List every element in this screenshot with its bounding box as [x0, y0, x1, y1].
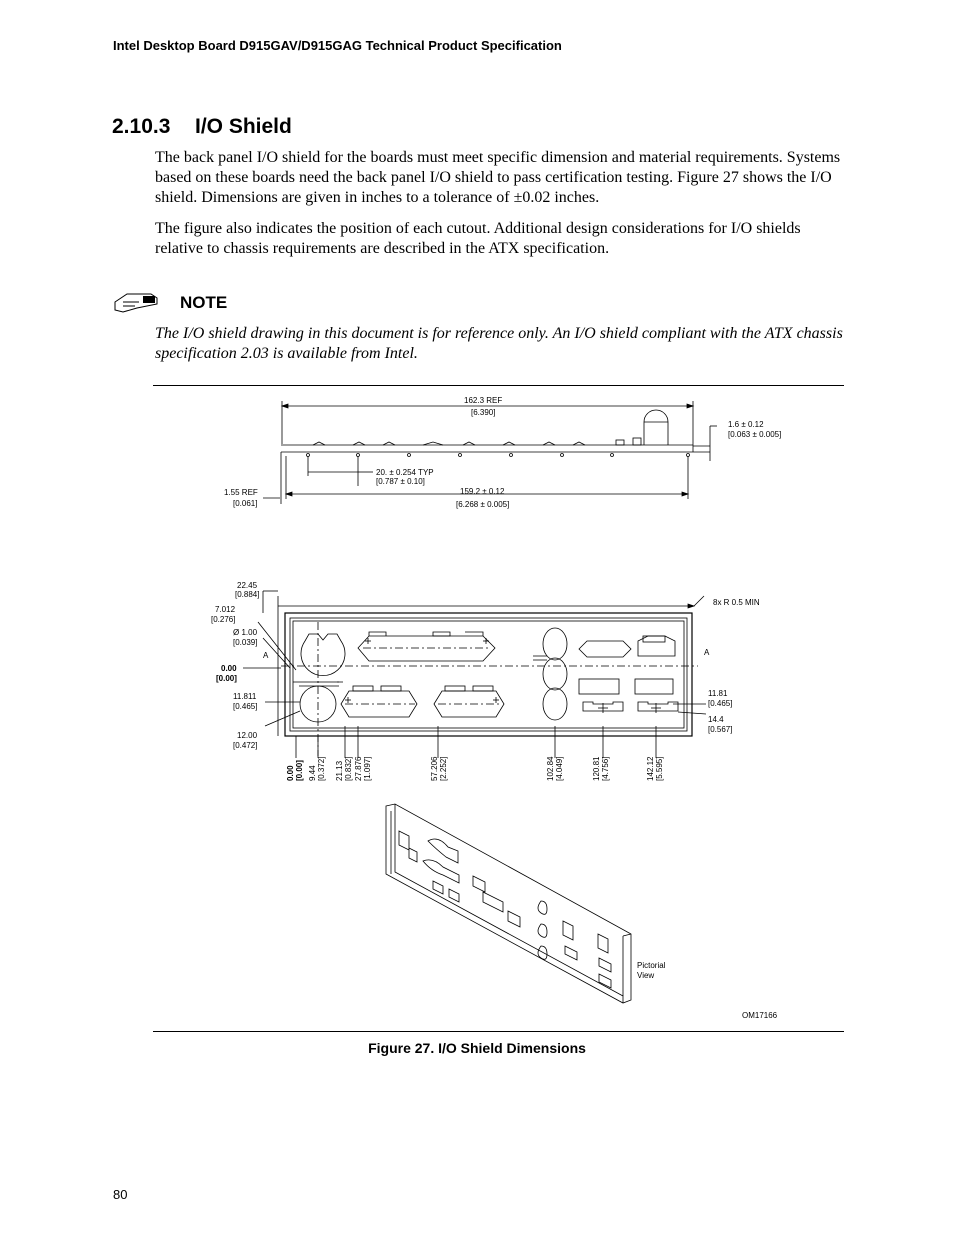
note-hand-icon: [113, 290, 159, 316]
dim-edge-ref: 1.55 REF: [224, 488, 258, 497]
note-label: NOTE: [180, 293, 228, 312]
dim-bottom-5-in: [4.049]: [555, 756, 564, 781]
dim-bottom-0-in: [0.00]: [295, 760, 304, 781]
io-shield-drawing: [153, 386, 844, 1031]
dim-corner-radius: 8x R 0.5 MIN: [713, 598, 760, 607]
running-header: Intel Desktop Board D915GAV/D915GAG Technical Product Specification: [113, 38, 562, 53]
dim-left-0-mm: 22.45: [237, 581, 258, 590]
dim-bottom-7-in: [5.595]: [655, 756, 664, 781]
dim-right-0-mm: 11.81: [708, 689, 728, 698]
dim-hole-span: 159.2 ± 0.12: [460, 487, 505, 496]
dim-bottom-0-mm: 0.00: [286, 765, 295, 781]
dim-left-0-in: [0.884]: [235, 590, 260, 599]
dim-right-1-mm: 14.4: [708, 715, 724, 724]
dim-overall-ref-in: [6.390]: [471, 408, 496, 417]
section-mark-right: A: [704, 648, 710, 657]
dim-bottom-1-in: [0.372]: [317, 756, 326, 781]
dim-edge-ref-in: [0.061]: [233, 499, 258, 508]
dim-thickness-in: [0.063 ± 0.005]: [728, 430, 782, 439]
pictorial-view: [386, 804, 631, 1003]
dim-left-5-mm: 12.00: [237, 731, 258, 740]
dim-left-2-in: [0.039]: [233, 638, 258, 647]
dim-bottom-4-mm: 57.206: [430, 756, 439, 781]
section-number: 2.10.3: [112, 115, 171, 138]
section-title: I/O Shield: [195, 115, 292, 138]
dim-left-3-in: [0.00]: [216, 674, 237, 683]
dim-bottom-7-mm: 142.12: [646, 756, 655, 781]
dim-overall-ref: 162.3 REF: [464, 396, 503, 405]
dim-left-4-in: [0.465]: [233, 702, 258, 711]
dim-bottom-2-mm: 21.13: [335, 760, 344, 781]
dim-left-4-mm: 11.811: [233, 692, 257, 701]
dim-thickness: 1.6 ± 0.12: [728, 420, 764, 429]
dim-bottom-2-in: [0.832]: [344, 756, 353, 781]
dim-bottom-3-in: [1.097]: [363, 756, 372, 781]
dim-bottom-1-mm: 9.44: [308, 765, 317, 781]
pictorial-label-1: Pictorial: [637, 961, 666, 970]
dim-left-1-in: [0.276]: [211, 615, 236, 624]
dim-right-0-in: [0.465]: [708, 699, 733, 708]
paragraph-1: The back panel I/O shield for the boards must meet specific dimension and material requirements. Systems based on these boards need the back panel I/O shield to pass certification testing. Figure 27 shows the I/O shield. Dimensions are given in inches to a tolerance of ±0.02 inches.: [155, 149, 841, 206]
dim-pitch-in: [0.787 ± 0.10]: [376, 477, 425, 486]
page-number: 80: [113, 1187, 128, 1202]
dim-left-1-mm: 7.012: [215, 605, 236, 614]
dim-left-2-mm: Ø 1.00: [233, 628, 258, 637]
dim-hole-span-in: [6.268 ± 0.005]: [456, 500, 510, 509]
dim-bottom-6-in: [4.756]: [601, 756, 610, 781]
pictorial-label-2: View: [637, 971, 655, 980]
figure-caption: Figure 27. I/O Shield Dimensions: [368, 1040, 586, 1056]
dim-left-5-in: [0.472]: [233, 741, 258, 750]
drawing-id: OM17166: [742, 1011, 778, 1020]
dim-bottom-6-mm: 120.81: [592, 756, 601, 781]
front-view: [243, 591, 706, 758]
section-mark-left: A: [263, 651, 269, 660]
dim-bottom-3-mm: 27.876: [354, 756, 363, 781]
dim-bottom-4-in: [2.252]: [439, 756, 448, 781]
dim-pitch: 20. ± 0.254 TYP: [376, 468, 434, 477]
dim-right-1-in: [0.567]: [708, 725, 733, 734]
dim-bottom-5-mm: 102.84: [546, 756, 555, 781]
paragraph-2: The figure also indicates the position of each cutout. Additional design considerations for I/O shields relative to chassis requirements are described in the ATX specification.: [155, 220, 801, 257]
dim-left-3-mm: 0.00: [221, 664, 237, 673]
figure-bottom-rule: [153, 1031, 844, 1032]
note-text: The I/O shield drawing in this document is for reference only. An I/O shield compliant with the ATX chassis specification 2.03 is available from Intel.: [155, 325, 843, 362]
